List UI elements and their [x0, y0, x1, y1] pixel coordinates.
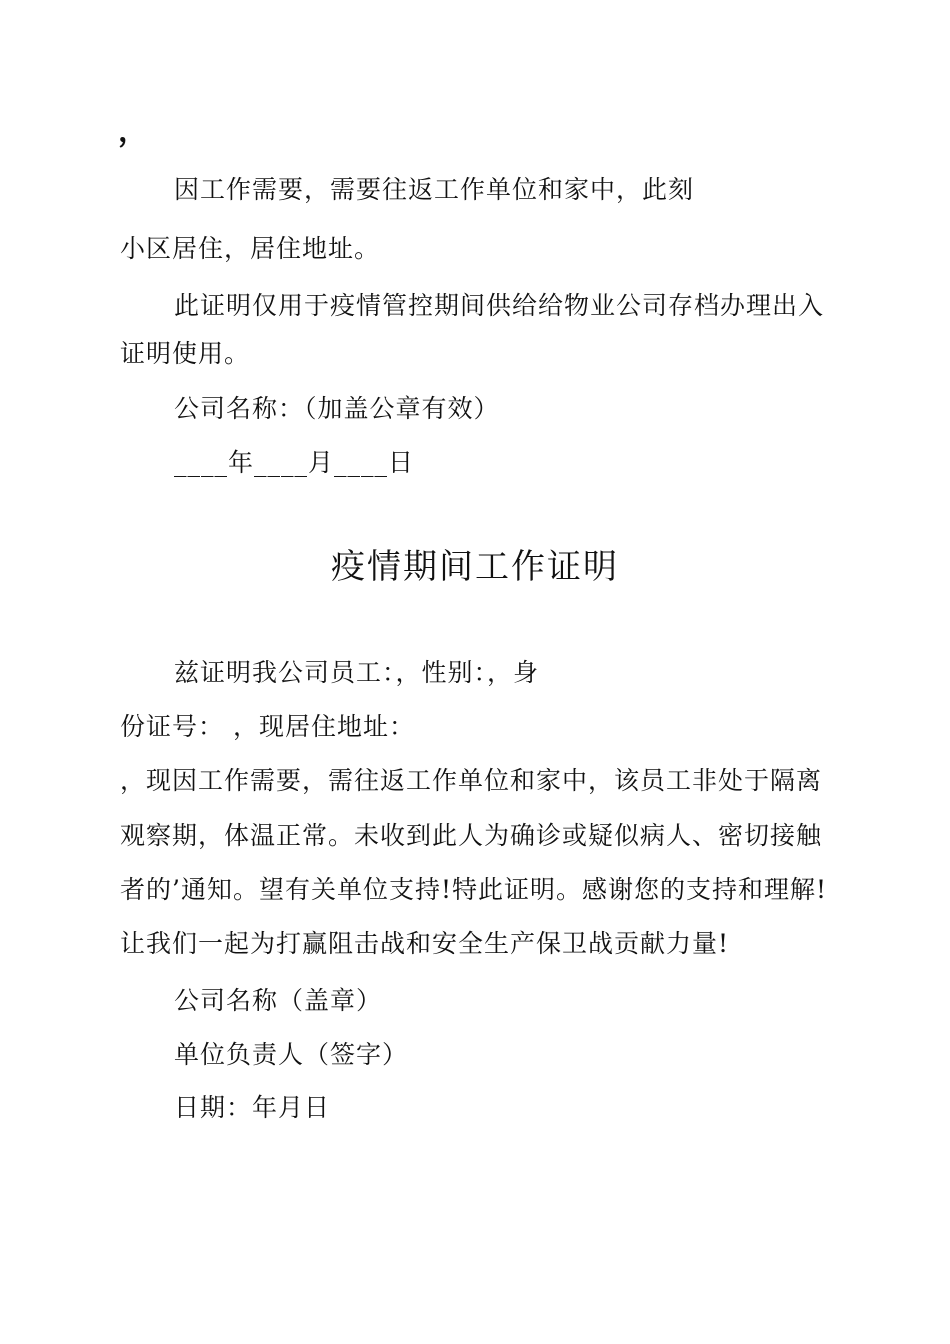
- top-date-line: ____年____月____日: [174, 448, 415, 477]
- leading-comma: ，: [118, 114, 149, 149]
- company-seal-line: 公司名称（盖章）: [174, 986, 383, 1015]
- top-company-name-line: 公司名称：（加盖公章有效）: [174, 394, 500, 423]
- certificate-body-line-3: ，现因工作需要，需往返工作单位和家中，该员工非处于隔离: [120, 766, 823, 795]
- certificate-title: 疫情期间工作证明: [331, 547, 619, 587]
- certificate-body-line-1: 兹证明我公司员工：，性别：，身: [174, 658, 540, 687]
- certificate-body-line-5: 者的’通知。望有关单位支持!特此证明。感谢您的支持和理解!: [120, 875, 828, 904]
- top-paragraph-1-line-2: 小区居住，居住地址。: [120, 234, 381, 263]
- date-line: 日期：年月日: [174, 1093, 331, 1122]
- top-paragraph-2-line-1: 此证明仅用于疫情管控期间供给给物业公司存档办理出入: [174, 291, 825, 320]
- responsible-sign-line: 单位负责人（签字）: [174, 1040, 409, 1069]
- top-paragraph-2-line-2: 证明使用。: [120, 339, 251, 368]
- top-paragraph-1-line-1: 因工作需要，需要往返工作单位和家中，此刻: [174, 175, 695, 204]
- certificate-body-line-2: 份证号： ，现居住地址：: [120, 712, 415, 741]
- certificate-body-line-6: 让我们一起为打赢阻击战和安全生产保卫战贡献力量!: [120, 929, 730, 958]
- certificate-body-line-4: 观察期，体温正常。未收到此人为确诊或疑似病人、密切接触: [120, 821, 823, 850]
